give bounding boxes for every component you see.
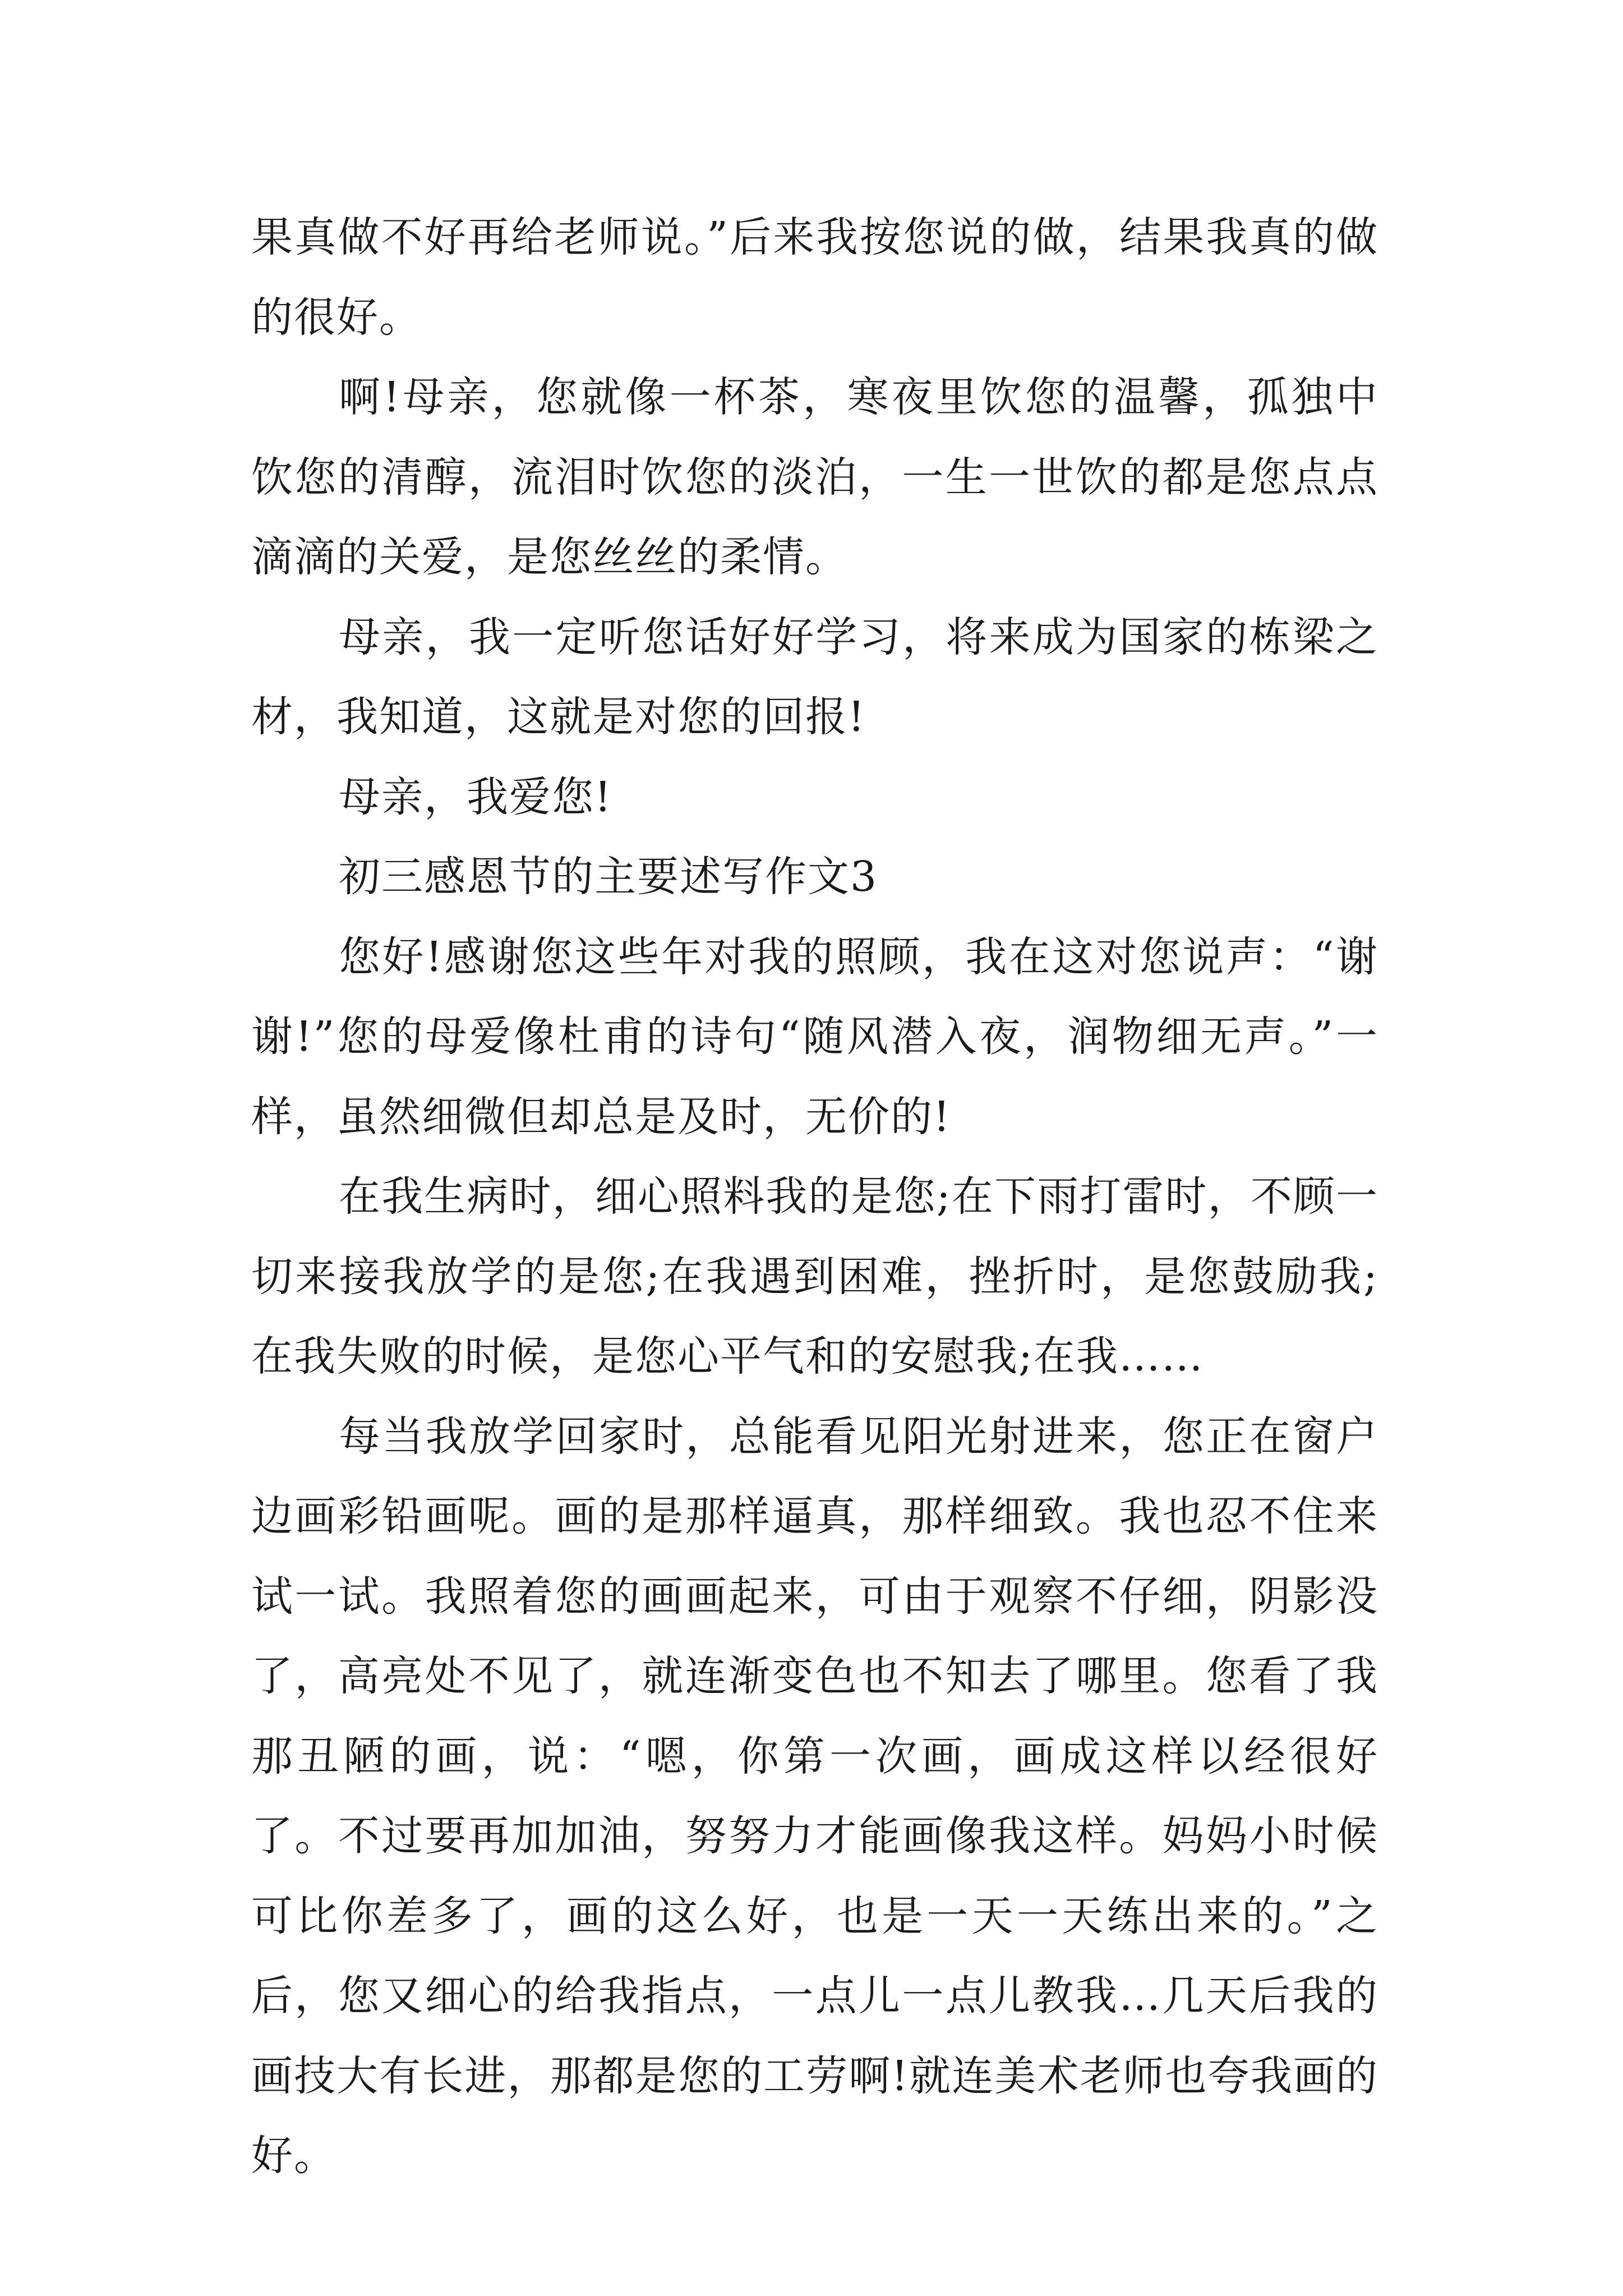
paragraph-4: 母亲，我爱您! [339,772,612,821]
paragraph-5: 您好!感谢您这些年对我的照顾，我在这对您说声：“谢谢!”您的母爱像杜甫的诗句“随风潜入夜，润物细无声。”一样，虽然细微但却总是及时，无价的! [251,932,1378,1141]
paragraph-2: 啊!母亲，您就像一杯茶，寒夜里饮您的温馨，孤独中饮您的清醇，流泪时饮您的淡泊，一生一世饮的都是您点点滴滴的关爱，是您丝丝的柔情。 [251,373,1378,581]
paragraph-3: 母亲，我一定听您话好好学习，将来成为国家的栋梁之材，我知道，这就是对您的回报! [251,613,1378,741]
article-body [251,197,1378,2196]
paragraph-6: 在我生病时，细心照料我的是您;在下雨打雷时，不顾一切来接我放学的是您;在我遇到困难，挫折时，是您鼓励我;在我失败的时候，是您心平气和的安慰我;在我…… [251,1172,1378,1381]
paragraph-1: 果真做不好再给老师说。”后来我按您说的做，结果我真的做的很好。 [251,213,1378,342]
paragraph-7: 每当我放学回家时，总能看见阳光射进来，您正在窗户边画彩铅画呢。画的是那样逼真，那样细致。我也忍不住来试一试。我照着您的画画起来，可由于观察不仔细，阴影没了，高亮处不见了，就连渐变色也不知去了哪里。您看了我那丑陋的画，说：“嗯，你第一次画，画成这样以经很好了。不过要再加加油，努努力才能画像我这样。妈妈小时候可比你差多了，画的这么好，也是一天一天练出来的。”之后，您又细心的给我指点，一点儿一点儿教我…几天后我的画技大有长进，那都是您的工劳啊!就连美术老师也夸我画的好。 [251,1412,1378,2180]
section-heading: 初三感恩节的主要述写作文3 [339,853,878,901]
